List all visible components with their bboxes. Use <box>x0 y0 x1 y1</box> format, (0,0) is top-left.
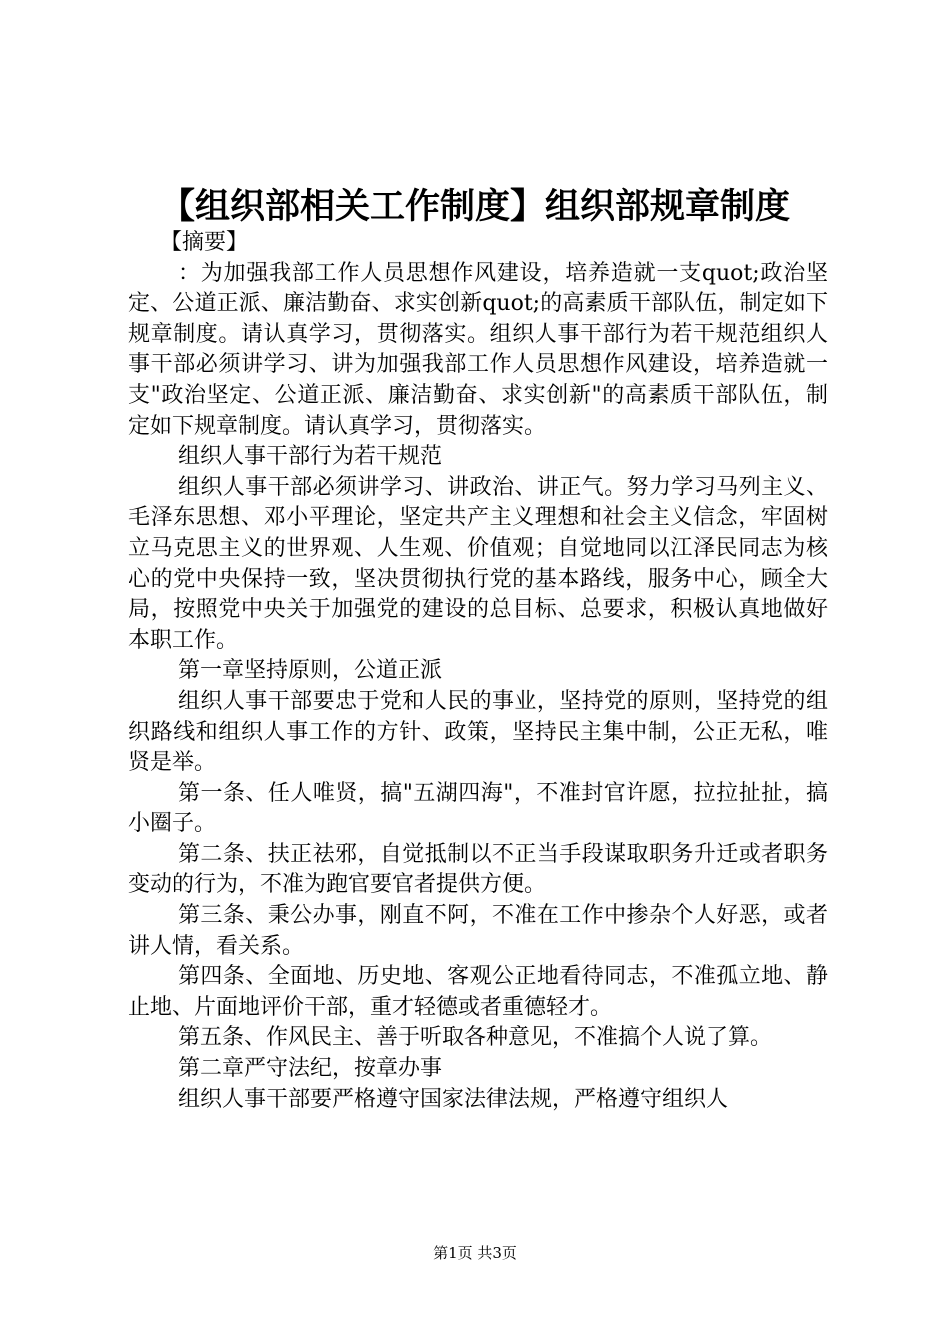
article-paragraph: 第一条、任人唯贤，搞"五湖四海"，不准封官许愿，拉拉扯扯，搞小圈子。 <box>128 780 828 837</box>
page-number-footer: 第1页 共3页 <box>433 1244 517 1262</box>
chapter-heading: 第一章坚持原则，公道正派 <box>178 658 443 684</box>
chapter-heading: 第二章严守法纪，按章办事 <box>178 1056 443 1082</box>
body-paragraph: 组织人事干部要严格遵守国家法律法规，严格遵守组织人 <box>178 1086 729 1112</box>
abstract-heading: 【摘要】 <box>160 230 249 255</box>
document-body <box>128 228 828 1115</box>
body-paragraph: 组织人事干部要忠于党和人民的事业，坚持党的原则，坚持党的组织路线和组织人事工作的方针、政策，坚持民主集中制，公正无私，唯贤是举。 <box>128 688 828 776</box>
body-paragraph: 组织人事干部必须讲学习、讲政治、讲正气。努力学习马列主义、毛泽东思想、邓小平理论，坚定共产主义理想和社会主义信念，牢固树立马克思主义的世界观、人生观、价值观；自觉地同以江泽民同志为核心的党中央保持一致，坚决贯彻执行党的基本路线，服务中心，顾全大局，按照党中央关于加强党的建设的总目标、总要求，积极认真地做好本职工作。 <box>128 474 828 653</box>
section-heading: 组织人事干部行为若干规范 <box>178 444 443 470</box>
abstract-paragraph: ：为加强我部工作人员思想作风建设，培养造就一支quot;政治坚定、公道正派、廉洁勤奋、求实创新quot;的高素质干部队伍，制定如下规章制度。请认真学习，贯彻落实。组织人事干部行为若干规范组织人事干部必须讲学习、讲为加强我部工作人员思想作风建设，培养造就一支"政治坚定、公道正派、廉洁勤奋、求实创新"的高素质干部队伍，制定如下规章制度。请认真学习，贯彻落实。 <box>128 260 828 439</box>
article-paragraph: 第五条、作风民主、善于听取各种意见，不准搞个人说了算。 <box>178 1025 773 1051</box>
article-paragraph: 第三条、秉公办事，刚直不阿，不准在工作中掺杂个人好恶，或者讲人情，看关系。 <box>128 903 828 959</box>
document-title: 【组织部相关工作制度】组织部规章制度 <box>159 187 790 227</box>
article-paragraph: 第四条、全面地、历史地、客观公正地看待同志，不准孤立地、静止地、片面地评价干部，重才轻德或者重德轻才。 <box>128 964 828 1020</box>
article-paragraph: 第二条、扶正祛邪，自觉抵制以不正当手段谋取职务升迁或者职务变动的行为，不准为跑官要官者提供方便。 <box>128 841 828 898</box>
